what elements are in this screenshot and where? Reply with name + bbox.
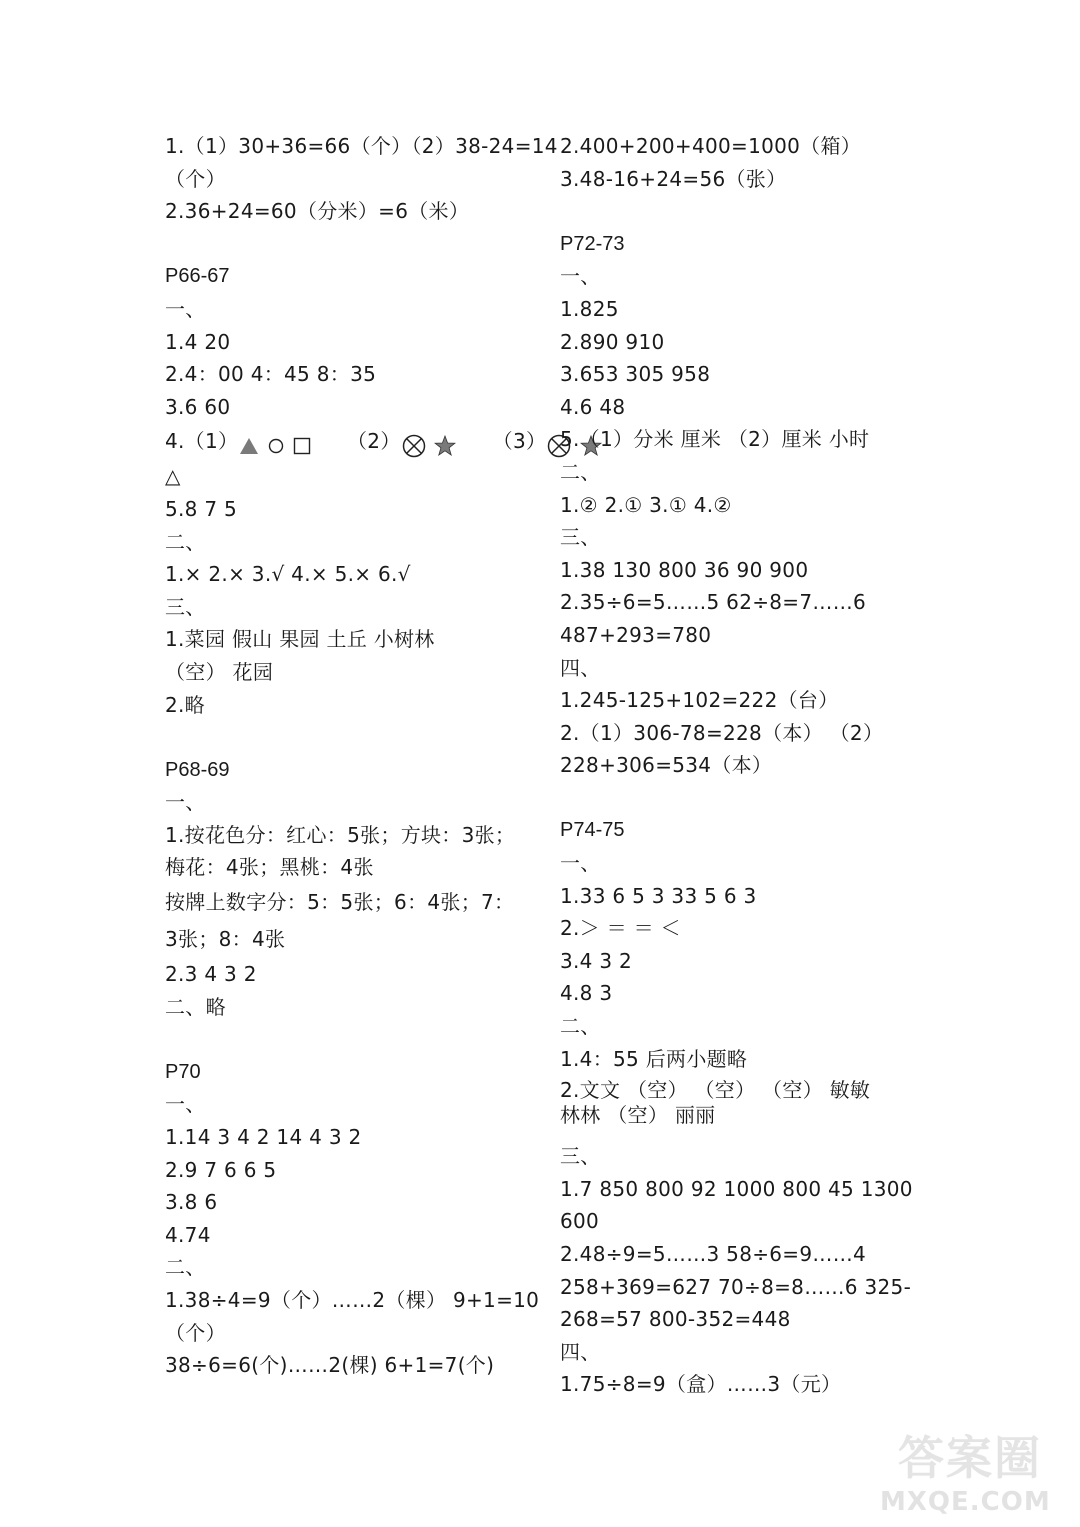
section-heading: 二、 xyxy=(560,459,601,484)
section-heading: 一、 xyxy=(165,296,206,321)
shape-group-1 xyxy=(238,426,311,463)
answer-line: 1.245-125+102=222（台） xyxy=(560,688,839,713)
page-range-heading: P70 xyxy=(165,1060,201,1083)
answer-line: 1.4 20 xyxy=(165,329,231,354)
answer-line: 1.按花色分：红心：5张；方块：3张； xyxy=(165,822,516,847)
watermark-logo: 答案圈 xyxy=(898,1431,1042,1485)
answer-label: （2） xyxy=(347,429,401,454)
page-range-heading: P66-67 xyxy=(165,265,230,288)
section-heading: 二、 xyxy=(165,1255,206,1280)
answer-line: 2.＞ ＝ ＝ ＜ xyxy=(560,916,681,941)
square-icon xyxy=(293,437,311,455)
answer-line: 38÷6=6(个)……2(棵) 6+1=7(个) xyxy=(165,1353,495,1378)
answer-line: 1.14 3 4 2 14 4 3 2 xyxy=(165,1125,362,1150)
right-column xyxy=(560,130,935,1401)
answer-line: 1.38÷4=9（个）……2（棵） 9+1=10 xyxy=(165,1288,540,1312)
answer-line: 4.74 xyxy=(165,1222,211,1247)
answer-line: 按牌上数字分：5：5张；6：4张；7： xyxy=(165,890,515,915)
answer-line: 2.48÷9=5……3 58÷6=9……4 xyxy=(560,1242,867,1266)
answer-line: 2.35÷6=5……5 62÷8=7……6 xyxy=(560,590,867,615)
answer-line-shapes xyxy=(165,423,547,460)
answer-line: 2.400+200+400=1000（箱） xyxy=(560,134,862,158)
watermark-site: MXQE.COM xyxy=(880,1487,1051,1517)
answer-line: 2.36+24=60（分米）=6（米） xyxy=(165,199,470,224)
answer-line: 3.48-16+24=56（张） xyxy=(560,166,787,191)
answer-line: 2.（1）306-78=228（本） （2） xyxy=(560,720,884,745)
section-heading: 一、 xyxy=(560,264,601,289)
answer-line: 1.② 2.① 3.① 4.② xyxy=(560,492,732,517)
answer-line: 4.8 3 xyxy=(560,981,613,1006)
answer-line: 1.（1）30+36=66（个）（2）38-24=14 xyxy=(165,134,558,158)
answer-line: （个） xyxy=(165,1320,226,1345)
answer-line: 梅花：4张；黑桃：4张 xyxy=(165,855,374,880)
answer-line: 2.略 xyxy=(165,692,205,717)
shape-group-2 xyxy=(401,426,458,463)
answer-label: 4.（1） xyxy=(165,429,239,454)
section-heading: 四、 xyxy=(560,1339,601,1364)
answer-line: 487+293=780 xyxy=(560,622,712,647)
answer-line: 5.（1）分米 厘米 （2）厘米 小时 xyxy=(560,427,870,452)
section-heading: 三、 xyxy=(560,1144,601,1169)
page-range-heading: P68-69 xyxy=(165,758,230,781)
answer-line: 1.菜园 假山 果园 土丘 小树林 xyxy=(165,627,435,652)
answer-line: 2.文文 （空） （空） （空） 敏敏 xyxy=(560,1078,871,1103)
triangle-icon xyxy=(239,437,259,455)
answer-line: 二、略 xyxy=(165,994,226,1019)
answer-line: 600 xyxy=(560,1209,600,1234)
circle-icon xyxy=(268,438,284,454)
answer-line: 1.75÷8=9（盒）……3（元） xyxy=(560,1372,842,1397)
answer-line: 1.× 2.× 3.√ 4.× 5.× 6.√ xyxy=(165,562,411,587)
answer-line: 2.3 4 3 2 xyxy=(165,962,257,987)
answer-line: 258+369=627 70÷8=8……6 325- xyxy=(560,1274,912,1299)
answer-label: （3） xyxy=(492,429,547,454)
answer-line: 3.6 60 xyxy=(165,394,231,419)
answer-line: 1.38 130 800 36 90 900 xyxy=(560,557,809,582)
answer-line: 1.33 6 5 3 33 5 6 3 xyxy=(560,883,757,908)
answer-line: △ xyxy=(165,464,181,489)
section-heading: 三、 xyxy=(560,525,601,550)
answer-line: 3张；8：4张 xyxy=(165,927,286,952)
answer-line: 3.4 3 2 xyxy=(560,948,633,973)
answer-line: 268=57 800-352=448 xyxy=(560,1307,791,1332)
answer-line: 3.653 305 958 xyxy=(560,362,711,387)
answer-line: 1.825 xyxy=(560,296,619,321)
section-heading: 一、 xyxy=(165,1092,206,1117)
answer-line: 林林 （空） 丽丽 xyxy=(560,1103,716,1128)
answer-line: 2.9 7 6 6 5 xyxy=(165,1157,277,1182)
answer-line: （个） xyxy=(165,166,226,191)
section-heading: 一、 xyxy=(165,790,206,815)
answer-line: 2.890 910 xyxy=(560,329,665,354)
section-heading: 一、 xyxy=(560,851,601,876)
star-icon xyxy=(434,435,456,457)
page-range-heading: P72-73 xyxy=(560,232,625,255)
section-heading: 二、 xyxy=(165,529,206,554)
answer-line: 5.8 7 5 xyxy=(165,496,238,521)
watermark xyxy=(880,1422,1050,1517)
section-heading: 四、 xyxy=(560,655,601,680)
section-heading: 三、 xyxy=(165,594,206,619)
answer-line: 4.6 48 xyxy=(560,394,626,419)
section-heading: 二、 xyxy=(560,1014,601,1039)
page-range-heading: P74-75 xyxy=(560,819,625,842)
circled-x-icon xyxy=(402,434,426,458)
answer-line: 2.4：00 4：45 8：35 xyxy=(165,362,377,387)
answer-line: 1.4：55 后两小题略 xyxy=(560,1046,748,1071)
left-column xyxy=(165,130,558,1382)
answer-line: （空） 花园 xyxy=(165,659,274,684)
answer-line: 1.7 850 800 92 1000 800 45 1300 xyxy=(560,1176,913,1201)
answer-line: 228+306=534（本） xyxy=(560,753,773,778)
answer-line: 3.8 6 xyxy=(165,1190,218,1215)
